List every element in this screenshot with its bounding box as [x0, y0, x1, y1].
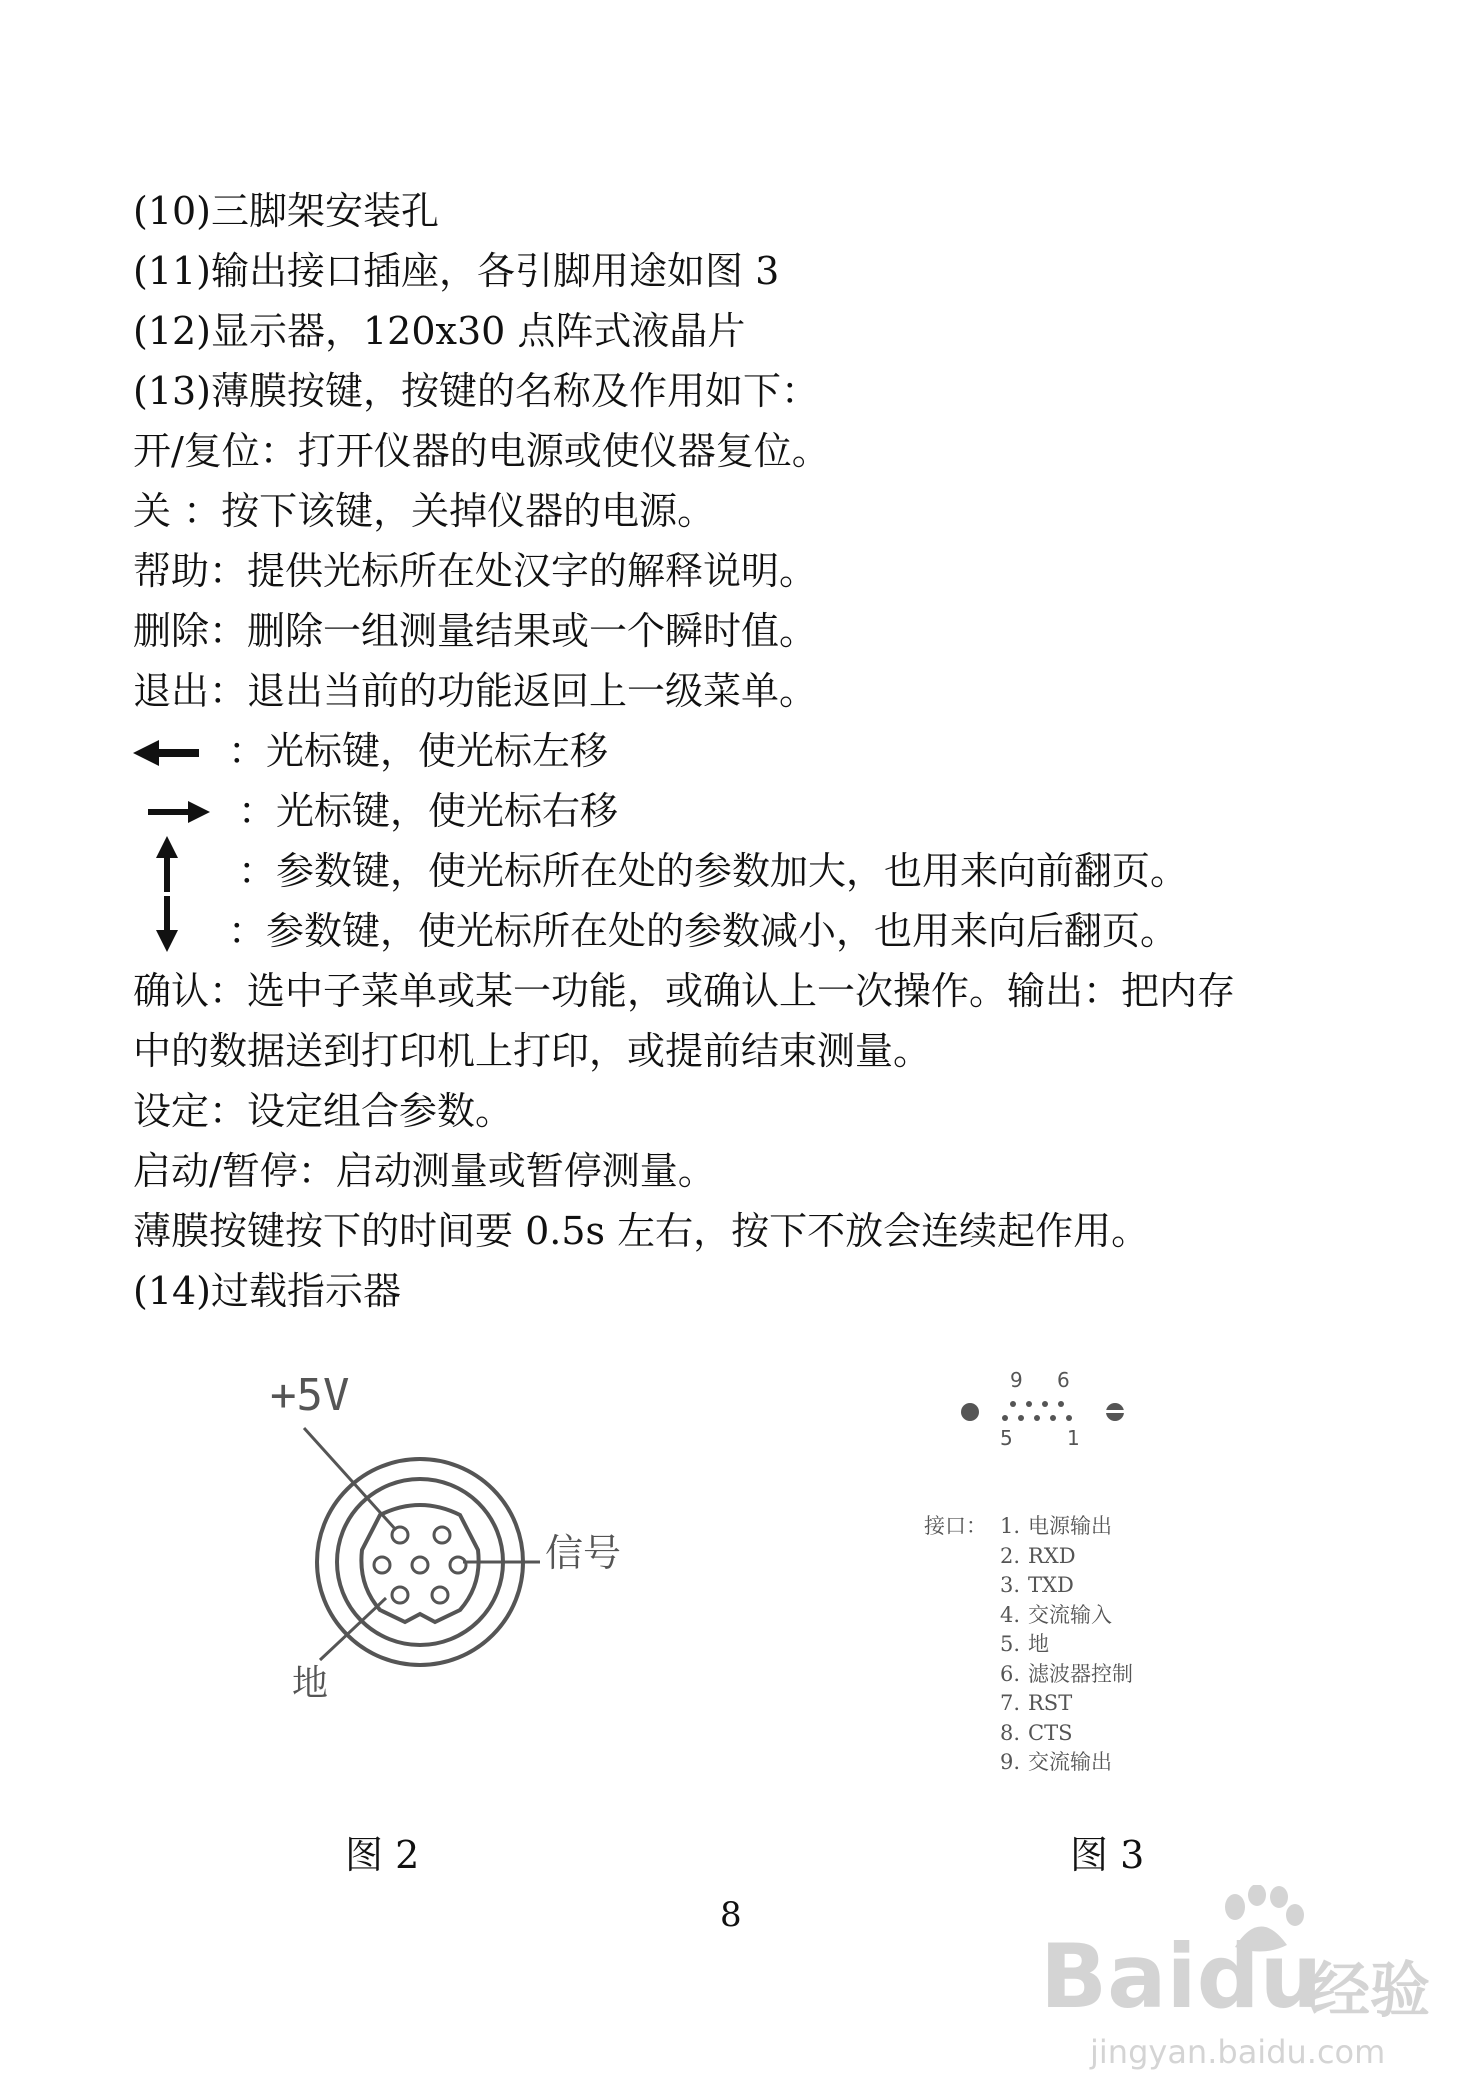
line-key-set: 设定：设定组合参数。	[133, 1089, 514, 1133]
figure-2	[260, 1370, 680, 1730]
fig2-label-signal: 信号	[545, 1531, 622, 1575]
line-12: (12)显示器，120x30 点阵式液晶片	[133, 309, 746, 353]
baidu-watermark	[1040, 1885, 1460, 2075]
watermark-cn: 经验	[1310, 1956, 1430, 2026]
line-key-confirm-cont: 中的数据送到打印机上打印，或提前结束测量。	[133, 1029, 932, 1073]
pin-label-9: 9	[1010, 1368, 1023, 1392]
pin-name: 交流输出	[1028, 1750, 1112, 1774]
figure-3-connector	[955, 1370, 1135, 1450]
line-press-duration: 薄膜按键按下的时间要 0.5s 左右，按下不放会连续起作用。	[133, 1209, 1150, 1253]
right-arrow-icon	[148, 801, 210, 823]
pin-name: TXD	[1028, 1573, 1074, 1597]
line-key-help: 帮助：提供光标所在处汉字的解释说明。	[133, 549, 818, 593]
pin-name: RST	[1028, 1691, 1073, 1715]
pin-label-5: 5	[1000, 1426, 1013, 1450]
line-key-down: ：参数键，使光标所在处的参数减小，也用来向后翻页。	[228, 909, 1179, 953]
pin-num: 2.	[1000, 1543, 1021, 1568]
down-arrow-icon	[156, 896, 178, 952]
line-key-exit: 退出：退出当前的功能返回上一级菜单。	[133, 669, 818, 713]
line-key-left: ：光标键，使光标左移	[228, 729, 609, 773]
pin-num: 7.	[1000, 1691, 1021, 1715]
dsub-connector-diagram	[955, 1370, 1135, 1450]
pin-label-1: 1	[1067, 1426, 1080, 1450]
fig2-label-ground: 地	[292, 1663, 329, 1704]
pin-num: 3.	[1000, 1573, 1021, 1597]
line-11: (11)输出接口插座，各引脚用途如图 3	[133, 249, 780, 293]
pin-name: RXD	[1028, 1543, 1076, 1568]
pin-label-6: 6	[1057, 1368, 1070, 1392]
pin-num: 9.	[1000, 1750, 1021, 1774]
fig2-label-power: +5V	[270, 1370, 350, 1421]
line-14: (14)过载指示器	[133, 1269, 402, 1313]
pin-num: 4.	[1000, 1602, 1021, 1627]
fig2-caption: 图 2	[345, 1833, 420, 1877]
din-connector-diagram	[260, 1370, 680, 1730]
fig3-list-header: 接口：	[924, 1514, 987, 1538]
pin-num: 6.	[1000, 1661, 1021, 1686]
watermark-brand-bai: Bai	[1040, 1925, 1197, 2028]
left-arrow-icon	[133, 740, 201, 766]
pin-num: 5.	[1000, 1632, 1021, 1656]
pin-name: 电源输出	[1028, 1514, 1112, 1538]
line-13: (13)薄膜按键，按键的名称及作用如下：	[133, 369, 820, 413]
line-10: (10)三脚架安装孔	[133, 189, 440, 233]
line-key-power-reset: 开/复位：打开仪器的电源或使仪器复位。	[133, 429, 830, 473]
page-number: 8	[720, 1895, 742, 1935]
pin-name: 交流输入	[1028, 1602, 1112, 1627]
line-key-up: ：参数键，使光标所在处的参数加大，也用来向前翻页。	[238, 849, 1189, 893]
fig3-caption: 图 3	[1070, 1833, 1145, 1877]
pin-num: 1.	[1000, 1514, 1021, 1538]
watermark-brand	[1040, 1925, 1322, 2028]
line-key-start-pause: 启动/暂停：启动测量或暂停测量。	[133, 1149, 716, 1193]
line-key-right: ：光标键，使光标右移	[238, 789, 619, 833]
line-key-confirm: 确认：选中子菜单或某一功能，或确认上一次操作。输出：把内存	[133, 969, 1236, 1013]
pin-name: CTS	[1028, 1720, 1073, 1745]
watermark-brand-du: du	[1196, 1925, 1323, 2028]
pin-num: 8.	[1000, 1720, 1021, 1745]
watermark-url: jingyan.baidu.com	[1090, 2033, 1386, 2071]
pin-name: 地	[1028, 1632, 1049, 1656]
line-key-delete: 删除：删除一组测量结果或一个瞬时值。	[133, 609, 818, 653]
line-key-off: 关 ：按下该键，关掉仪器的电源。	[133, 489, 716, 533]
pin-name: 滤波器控制	[1028, 1661, 1133, 1686]
up-arrow-icon	[156, 836, 178, 892]
